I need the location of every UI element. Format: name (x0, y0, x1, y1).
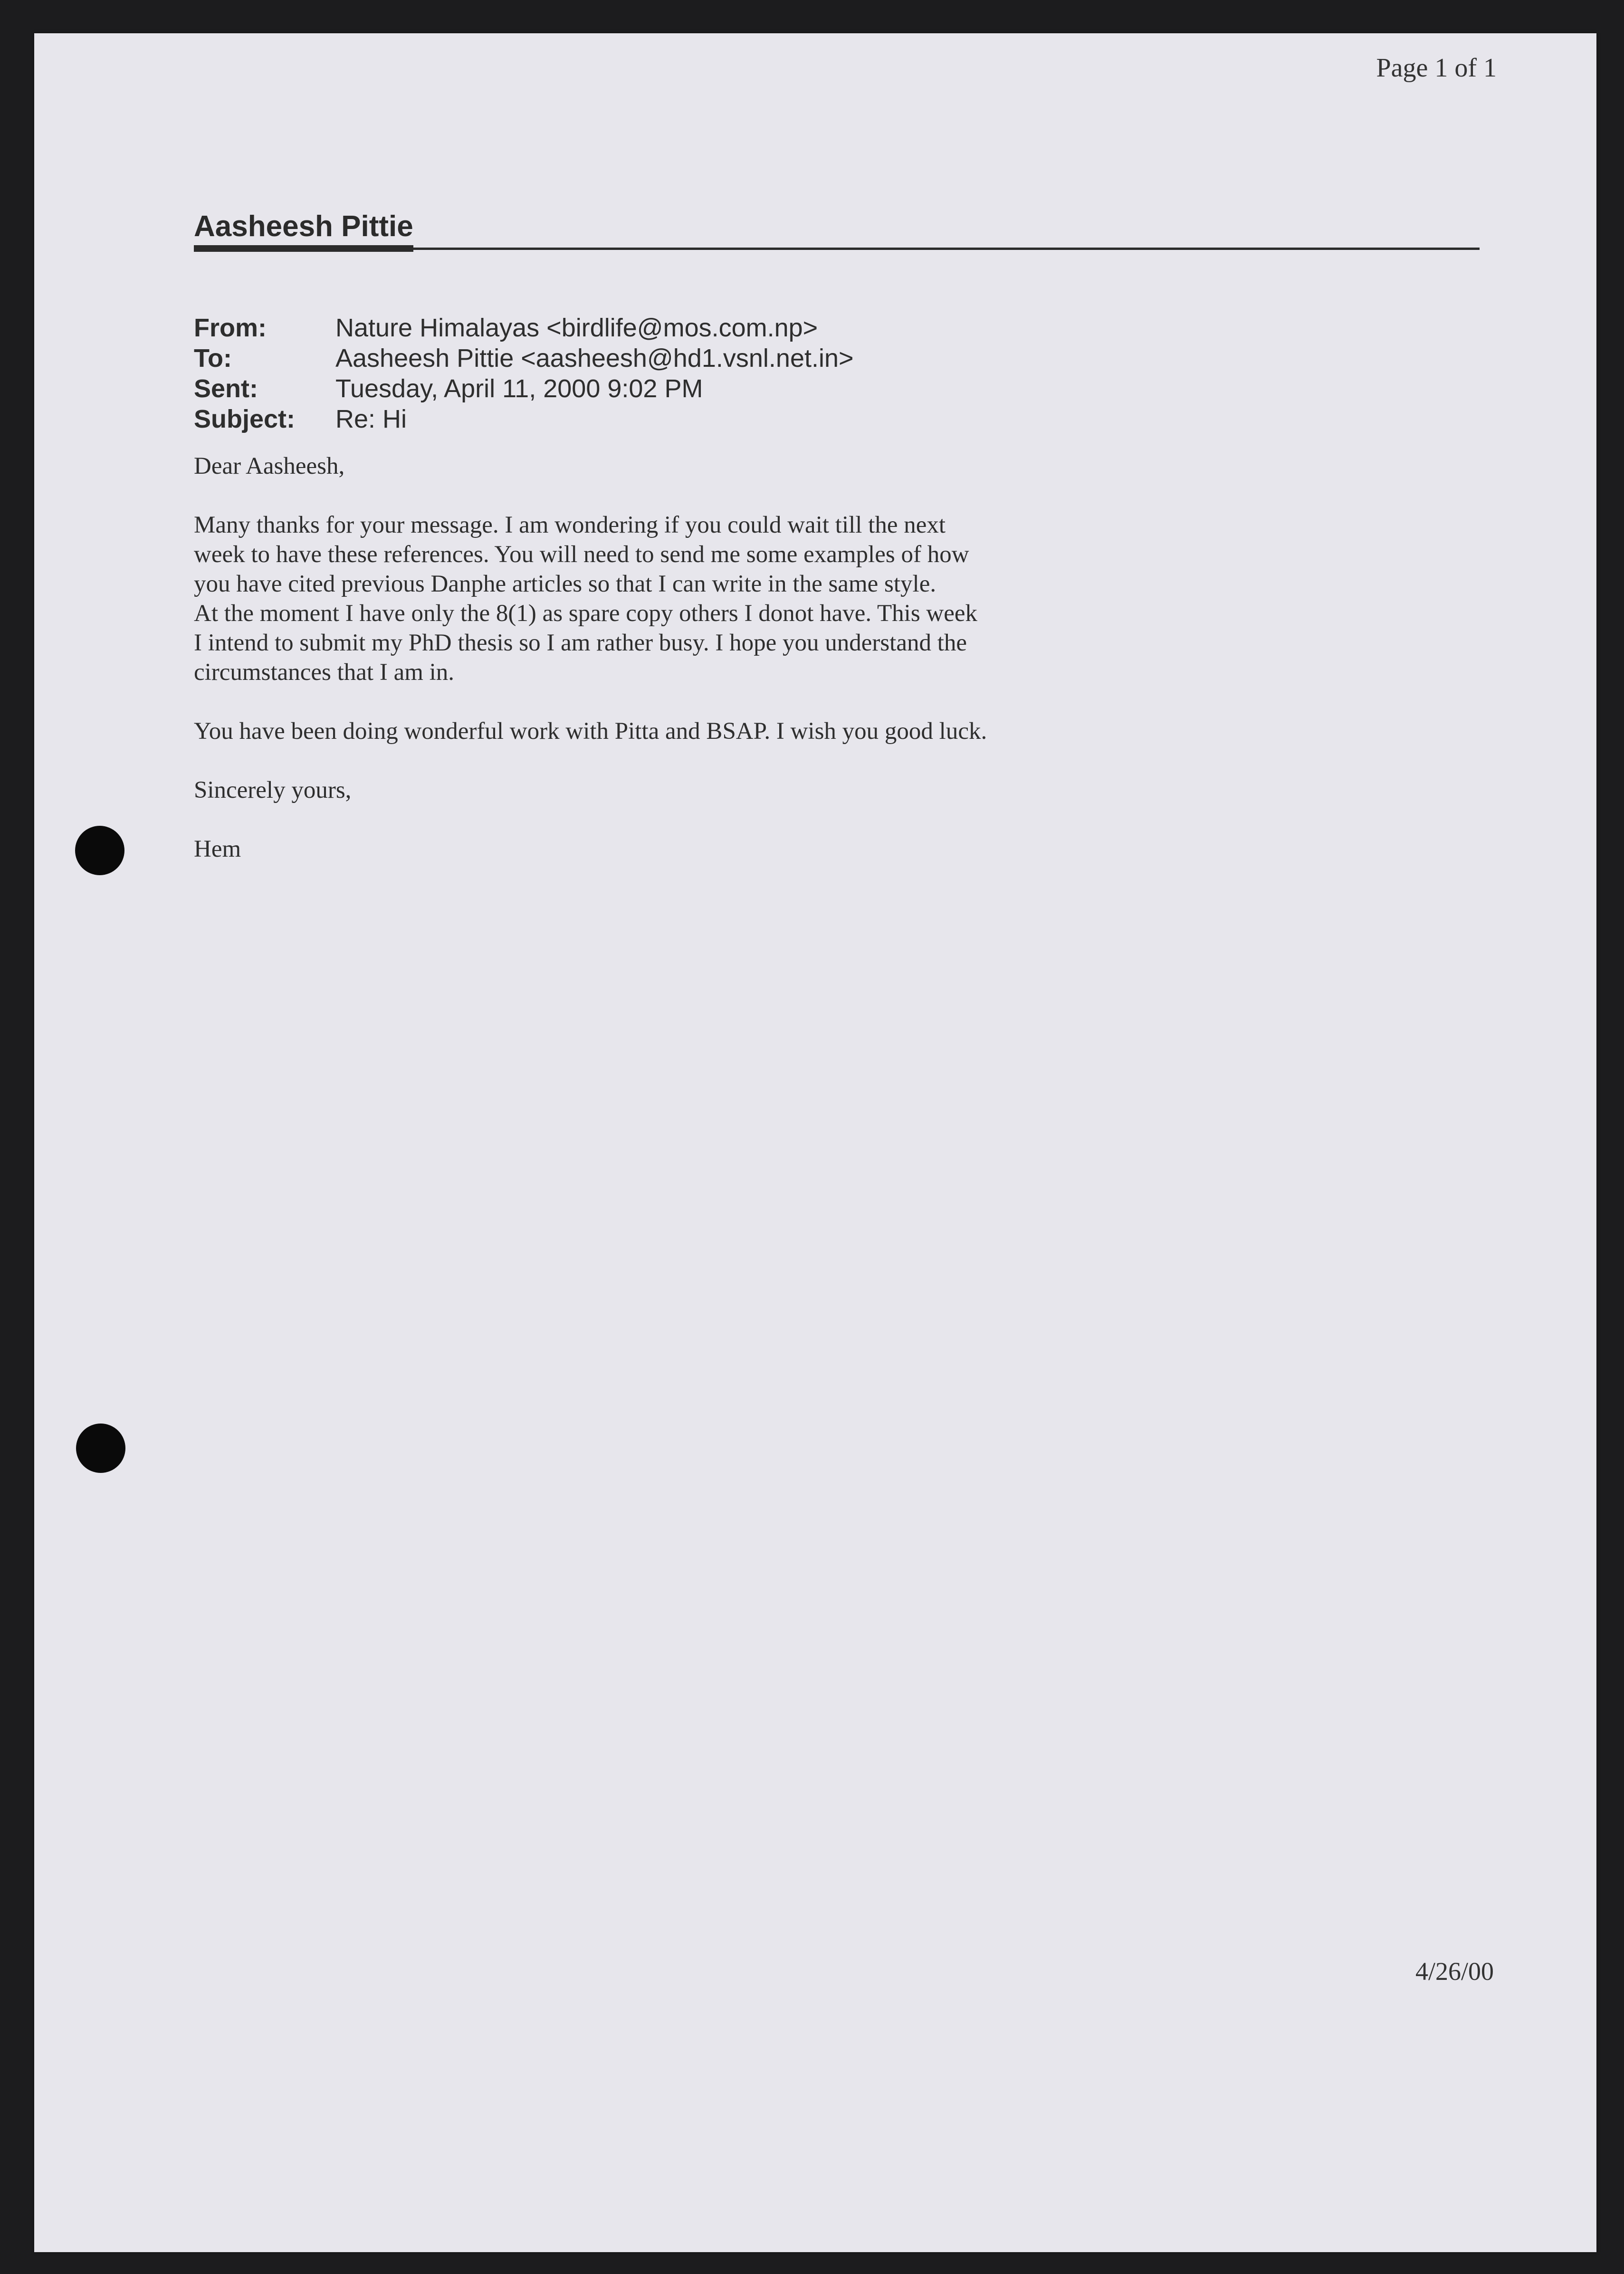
field-label-subject: Subject: (194, 405, 296, 433)
field-row-subject (194, 404, 854, 434)
field-label-from: From: (194, 314, 267, 342)
signature: Hem (194, 836, 241, 862)
paper-page (34, 33, 1596, 2252)
header-name: Aasheesh Pittie (194, 209, 413, 252)
field-label-sent: Sent: (194, 374, 258, 403)
body-line: I intend to submit my PhD thesis so I am rather busy. I hope you understand the (194, 630, 967, 656)
body-line: Many thanks for your message. I am wondering if you could wait till the next (194, 512, 946, 538)
paragraph-gap (194, 687, 987, 717)
field-row-sent (194, 373, 854, 404)
email-body (194, 451, 987, 864)
paragraph-2: You have been doing wonderful work with Pitta and BSAP. I wish you good luck. (194, 718, 987, 745)
field-row-to (194, 343, 854, 373)
email-fields (194, 313, 854, 434)
field-value-subject: Re: Hi (335, 405, 407, 433)
body-line: circumstances that I am in. (194, 659, 455, 686)
paragraph-1 (194, 510, 987, 687)
body-line: At the moment I have only the 8(1) as spare copy others I donot have. This week (194, 600, 978, 627)
field-row-from (194, 313, 854, 343)
punch-hole-bottom (76, 1424, 125, 1473)
paragraph-gap (194, 481, 987, 510)
footer-date: 4/26/00 (1415, 1957, 1494, 1986)
field-value-sent: Tuesday, April 11, 2000 9:02 PM (335, 374, 703, 403)
field-label-to: To: (194, 344, 232, 373)
page-number: Page 1 of 1 (1376, 53, 1497, 83)
greeting: Dear Aasheesh, (194, 453, 345, 479)
body-line: you have cited previous Danphe articles so that I can write in the same style. (194, 571, 936, 597)
field-value-to: Aasheesh Pittie <aasheesh@hd1.vsnl.net.in> (335, 344, 854, 373)
closing: Sincerely yours, (194, 777, 352, 803)
punch-hole-top (75, 826, 124, 875)
paragraph-gap (194, 746, 987, 775)
paragraph-gap (194, 805, 987, 834)
field-value-from: Nature Himalayas <birdlife@mos.com.np> (335, 314, 818, 342)
body-line: week to have these references. You will need to send me some examples of how (194, 541, 969, 568)
email-header (194, 209, 1480, 250)
